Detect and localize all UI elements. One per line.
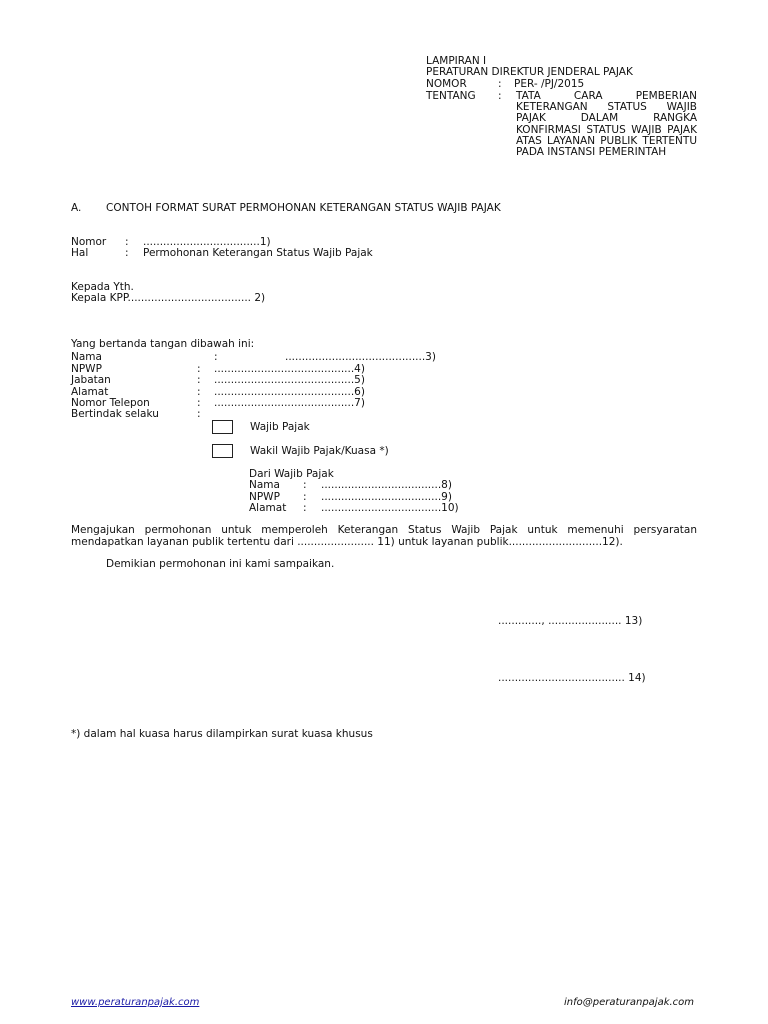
- recipient-greeting: Kepada Yth.: [71, 281, 134, 293]
- header-tentang-row: [426, 91, 514, 103]
- signer-field-label: Alamat: [71, 386, 109, 398]
- signer-field-colon: :: [197, 386, 201, 398]
- wajib-pajak-option-label: Wajib Pajak: [250, 421, 310, 433]
- nomor-value: ...................................1): [143, 236, 271, 248]
- dari-wp-title: Dari Wajib Pajak: [249, 468, 334, 480]
- dari-wp-field-label: NPWP: [249, 491, 280, 503]
- dari-wp-field-label: Nama: [249, 479, 280, 491]
- signer-field-label: Jabatan: [71, 374, 111, 386]
- wakil-option-label: Wakil Wajib Pajak/Kuasa *): [250, 445, 389, 457]
- signer-field-label: NPWP: [71, 363, 102, 375]
- section-title: CONTOH FORMAT SURAT PERMOHONAN KETERANGAN STATUS WAJIB PAJAK: [106, 202, 501, 214]
- signer-field-label: Bertindak selaku: [71, 408, 159, 420]
- closing-sentence: Demikian permohonan ini kami sampaikan.: [106, 558, 335, 570]
- hal-value: Permohonan Keterangan Status Wajib Pajak: [143, 247, 373, 259]
- header-tentang-value: TATA CARA PEMBERIAN KETERANGAN STATUS WAJIB PAJAK DALAM RANGKA KONFIRMASI STATUS WAJIB PAJAK ATAS LAYANAN PUBLIK TERTENTU PADA INSTANSI PEMERINTAH: [516, 90, 697, 159]
- dari-wp-field-colon: :: [303, 502, 307, 514]
- peraturan-title: PERATURAN DIREKTUR JENDERAL PAJAK: [426, 66, 633, 78]
- website-link[interactable]: www.peraturanpajak.com: [71, 997, 200, 1008]
- signer-field-label: Nomor Telepon: [71, 397, 150, 409]
- signer-field-value: ..........................................6): [214, 386, 365, 398]
- place-date-line: ............., ...................... 13): [498, 615, 643, 627]
- signer-field-colon: :: [197, 363, 201, 375]
- signer-field-value: ..........................................5): [214, 374, 365, 386]
- wakil-wajib-pajak-checkbox[interactable]: [212, 444, 233, 458]
- recipient-kpp: Kepala KPP..................................... 2): [71, 292, 266, 304]
- dari-wp-field-value: ....................................9): [321, 491, 452, 503]
- signer-field-colon: :: [197, 397, 201, 409]
- request-paragraph: Mengajukan permohonan untuk memperoleh Keterangan Status Wajib Pajak untuk memenuhi persyaratan mendapatkan layanan publik tertentu dari ....................... 11) untuk layanan publik............................12).: [71, 524, 697, 548]
- wajib-pajak-checkbox[interactable]: [212, 420, 233, 434]
- header-nomor-colon: :: [498, 78, 502, 90]
- lampiran-label: LAMPIRAN I: [426, 55, 487, 67]
- header-tentang-label: TENTANG: [426, 90, 476, 102]
- nomor-colon: :: [125, 236, 129, 248]
- header-nomor-value: PER- /PJ/2015: [514, 78, 585, 90]
- dari-wp-field-label: Alamat: [249, 502, 287, 514]
- footer-email: info@peraturanpajak.com: [564, 997, 695, 1008]
- nomor-label: Nomor: [71, 236, 107, 248]
- section-letter: A.: [71, 202, 82, 214]
- signature-name-line: ...................................... 14): [498, 672, 646, 684]
- signer-field-value: ..........................................3): [285, 351, 436, 363]
- signer-field-value: ..........................................4): [214, 363, 365, 375]
- header-nomor-row: [426, 79, 584, 91]
- header-tentang-colon: :: [498, 90, 502, 102]
- dari-wp-field-colon: :: [303, 479, 307, 491]
- dari-wp-field-value: ....................................10): [321, 502, 459, 514]
- signer-field-colon: :: [197, 408, 201, 420]
- footnote: *) dalam hal kuasa harus dilampirkan surat kuasa khusus: [71, 728, 373, 740]
- dari-wp-field-value: ....................................8): [321, 479, 452, 491]
- signer-field-label: Nama: [71, 351, 102, 363]
- hal-label: Hal: [71, 247, 89, 259]
- signer-intro: Yang bertanda tangan dibawah ini:: [71, 338, 255, 350]
- header-nomor-label: NOMOR: [426, 78, 467, 90]
- signer-field-value: ..........................................7): [214, 397, 365, 409]
- signer-field-colon: :: [214, 351, 218, 363]
- dari-wp-field-colon: :: [303, 491, 307, 503]
- signer-field-colon: :: [197, 374, 201, 386]
- hal-colon: :: [125, 247, 129, 259]
